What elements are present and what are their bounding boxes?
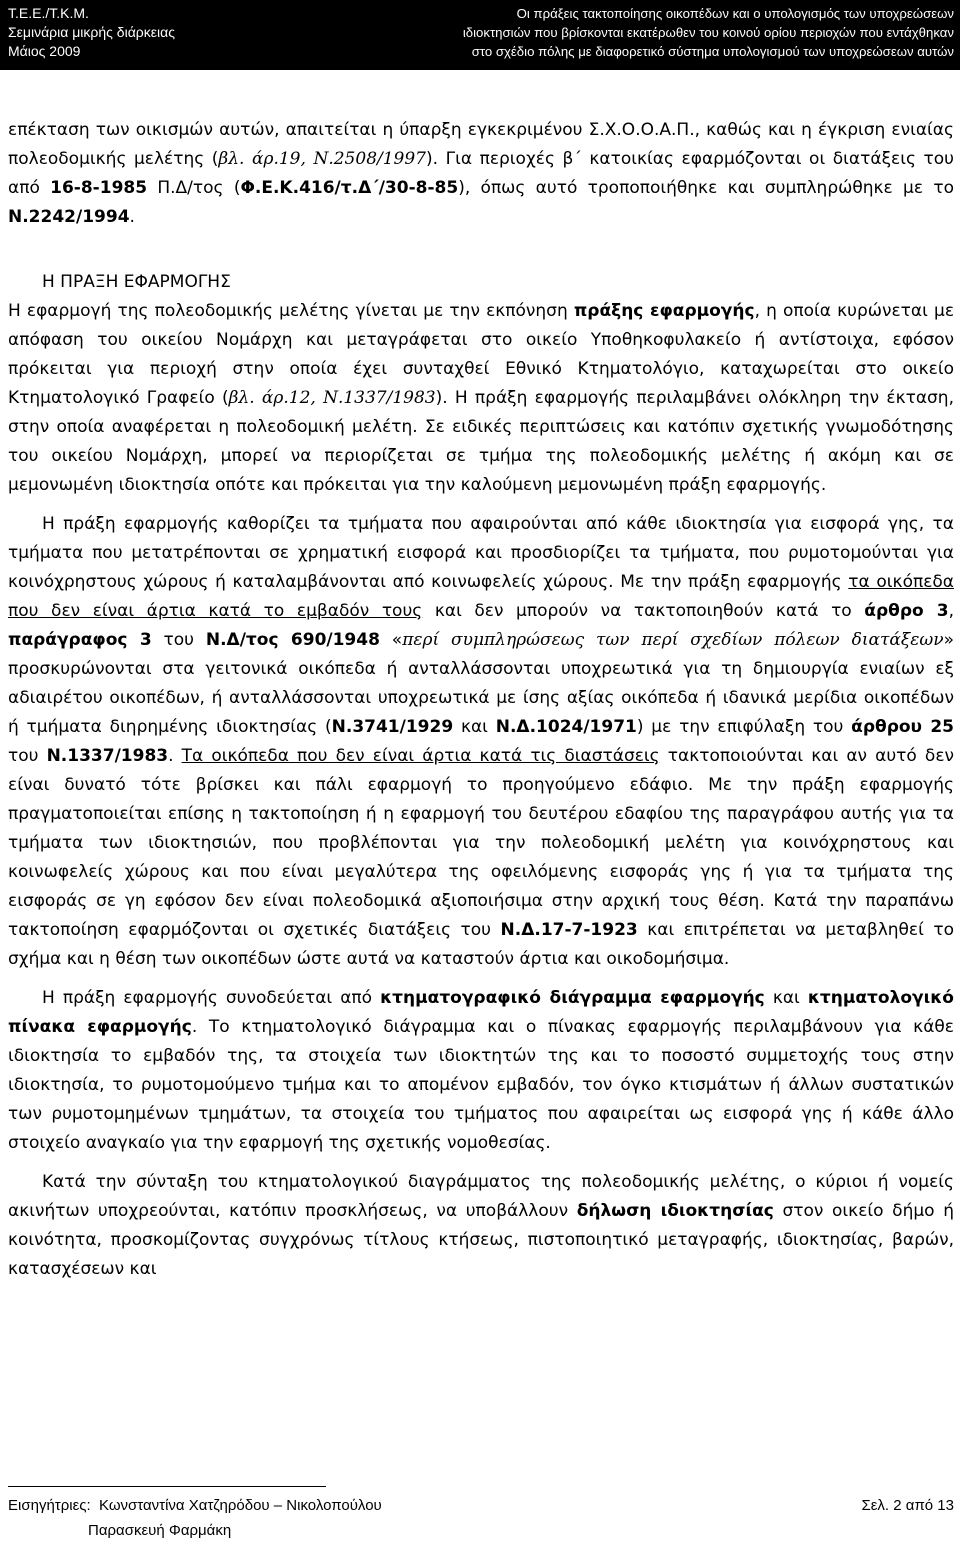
text-run: τακτοποιούνται και αν αυτό δεν είναι δυνατό τότε βρίσκει και πάλι εφαρμογή το προηγούμενο εδάφιο. Με την πράξη εφαρμογής πραγματοποιείται επίσης η τακτοποίηση ή η εφαρμογή του δευτέρου εδαφίου της παραγράφου αυτής για τα τμήματα των ιδιοκτησιών, που προβλέπονται για την πολεοδομική μελέτη για κοινόχρηστους και κοινωφελείς χώρους και που είναι μεγαλύτερα της οφειλόμενης εισφοράς γης ή για τα τμήματα της εισφοράς σε γη εφόσον δεν είναι πολεοδομικά αξιοποιήσιμα στην αρχική τους θέση. Κατά την παραπάνω τακτοποίηση εφαρμόζονται οι σχετικές διατάξεις του [8, 746, 955, 940]
header-organization: Τ.Ε.Ε./Τ.Κ.Μ. [8, 5, 89, 21]
law-reference: Ν.1337/1983 [46, 746, 169, 766]
text-run: του [151, 630, 206, 650]
text-run: ). Η πράξη εφαρμογής περιλαμβάνει ολόκληρη την έκταση, στην οποία αναφέρεται η πολεοδομική μελέτη. Σε ειδικές περιπτώσεις και κατόπιν σχετικής γνωμοδότησης του οικείου Νομάρχη, μπορεί να περιορίζεται σε τμήμα της πολεοδομικής μελέτης ή ακόμη και σε μεμονωμένη ιδιοκτησία οπότε και πρόκειται για την καλούμενη μεμονωμένη πράξη εφαρμογής. [8, 388, 954, 495]
paragraph-reference: παράγραφος 3 [8, 630, 152, 650]
article-reference: άρθρο 3 [864, 601, 949, 621]
text-run: Η πράξη εφαρμογής καθορίζει τα τμήματα που αφαιρούνται από κάθε ιδιοκτησία για εισφορά γης, τα τμήματα που μετατρέπονται σε χρηματική εισφορά και προσδιορίζει τα τμήματα, που ρυμοτομούνται για κοινόχρηστους χώρους ή καταλαμβάνονται από κοινωφελείς χώρους. Με την πράξη εφαρμογής [8, 514, 954, 592]
text-run: ). Για περιοχές β΄ κατοικίας εφαρμόζονται οι διατάξεις του από [8, 149, 954, 198]
footer-divider [8, 1486, 326, 1487]
header-date: Μάιος 2009 [8, 43, 81, 59]
header-title-line-2: ιδιοκτησιών που βρίσκονται εκατέρωθεν του κοινού ορίου περιοχών που εντάχθηκαν [462, 25, 954, 40]
article-reference: άρθρου 25 [851, 717, 954, 737]
header-right [463, 4, 954, 61]
underlined-text: Τα οικόπεδα που δεν είναι άρτια κατά τις διαστάσεις [181, 746, 660, 766]
text-run: Π.Δ/τος ( [147, 178, 241, 198]
law-reference: Ν.2242/1994 [8, 207, 130, 227]
paragraph-5 [8, 1168, 954, 1284]
text-run: στον οικείο δήμο ή κοινότητα, προσκομίζοντας συγχρόνως τίτλους κτήσεως, πιστοποιητικό μεταγραφής, ιδιοκτησίας, βαρών, κατασχέσεων και [8, 1201, 954, 1279]
document-body [8, 116, 954, 1284]
emphasis: κτηματογραφικό διάγραμμα εφαρμογής [380, 988, 765, 1008]
date-reference: 16-8-1985 [50, 178, 148, 198]
law-reference: Ν.Δ.17-7-1923 [500, 920, 638, 940]
header-title-line-3: στο σχέδιο πόλης με διαφορετικό σύστημα υπολογισμού των υποχρεώσεων αυτών [471, 44, 954, 59]
paragraph-1 [8, 116, 954, 232]
text-run: και [764, 988, 808, 1008]
header-left [8, 4, 175, 61]
text-run: . [129, 207, 135, 227]
paragraph-2 [8, 297, 954, 500]
law-title: περί συμπληρώσεως των περί σχεδίων πόλεων διατάξεων [402, 630, 944, 650]
text-run: . Το κτηματολογικό διάγραμμα και ο πίνακας εφαρμογής περιλαμβάνουν για κάθε ιδιοκτησία το εμβαδόν της, τα στοιχεία των ιδιοκτητών της και το ποσοστό συμμετοχής τους στην ιδιοκτησία, το ρυμοτομούμενο τμήμα και το απομένον εμβαδόν, τον όγκο κτισμάτων ή άλλων συστατικών των ρυμοτομημένων τμημάτων, τα στοιχεία του τμήματος που αφαιρείται ως εισφορά γης ή κάθε άλλο στοιχείο αναγκαίο για την εφαρμογή της σχετικής νομοθεσίας. [8, 1017, 955, 1153]
gazette-reference: Φ.Ε.Κ.416/τ.Δ΄/30-8-85 [240, 178, 459, 198]
underlined-text: τα οικόπεδα που δεν είναι άρτια κατά το εμβαδόν τους [8, 572, 955, 621]
law-reference: βλ. άρ.12, Ν.1337/1983 [228, 388, 436, 408]
text-run: , [948, 601, 954, 621]
text-run: και δεν μπορούν να τακτοποιηθούν κατά το [422, 601, 865, 621]
text-run: , η οποία κυρώνεται με απόφαση του οικείου Νομάρχη και μεταγράφεται στο οικείο Υποθηκοφυλακείο ή αντίστοιχα, εφόσον πρόκειται για περιοχή στην οποία έχει συνταχθεί Εθνικό Κτηματολόγιο, καταχωρείται στο οικείο Κτηματολογικό Γραφείο ( [8, 301, 955, 408]
text-run: » προσκυρώνονται στα γειτονικά οικόπεδα ή ανταλλάσσονται υποχρεωτικά για τη δημιουργία ενιαίων εξ αδιαιρέτου οικοπέδων, ή ανταλλάσσονται υποχρεωτικά με ίσης αξίας οικόπεδα ή ιδανικά μερίδια οικοπέδων ή τμήματα διηρημένης ιδιοκτησίας ( [8, 630, 954, 737]
law-reference: Ν.Δ.1024/1971 [495, 717, 637, 737]
footer-label: Εισηγήτριες: [8, 1497, 91, 1514]
text-run: επέκταση των οικισμών αυτών, απαιτείται η ύπαρξη εγκεκριμένου Σ.Χ.Ο.Ο.Α.Π., καθώς και η έγκριση ενιαίας πολεοδομικής μελέτης ( [8, 120, 954, 169]
emphasis: κτηματολογικό πίνακα εφαρμογής [8, 988, 954, 1037]
section-heading: Η ΠΡΑΞΗ ΕΦΑΡΜΟΓΗΣ [42, 272, 231, 292]
header-title-line-1: Οι πράξεις τακτοποίησης οικοπέδων και ο υπολογισμός των υποχρεώσεων [516, 6, 954, 21]
text-run: Η πράξη εφαρμογής συνοδεύεται από [42, 988, 381, 1008]
text-run: . [168, 746, 182, 766]
emphasis: δήλωση ιδιοκτησίας [576, 1201, 774, 1221]
text-run: ) με την επιφύλαξη του [636, 717, 852, 737]
text-run: Η εφαρμογή της πολεοδομικής μελέτης γίνεται με την εκπόνηση [8, 301, 574, 321]
text-run: ), όπως αυτό τροποποιήθηκε και συμπληρώθηκε με το [458, 178, 954, 198]
law-reference: βλ. άρ.19, Ν.2508/1997 [218, 149, 426, 169]
paragraph-3 [8, 510, 954, 974]
law-reference: Ν.Δ/τος 690/1948 [205, 630, 380, 650]
text-run: « [379, 630, 403, 650]
page-number: Σελ. 2 από 13 [861, 1497, 954, 1514]
footer-authors [8, 1493, 382, 1518]
footer-author-1: Κωνσταντίνα Χατζηρόδου – Νικολοπούλου [99, 1497, 382, 1514]
document-header [0, 0, 960, 70]
text-run: και επιτρέπεται να μεταβληθεί το σχήμα και η θέση των οικοπέδων ώστε αυτά να καταστούν άρτια και οικοδομήσιμα. [8, 920, 954, 969]
header-seminar-type: Σεμινάρια μικρής διάρκειας [8, 24, 175, 40]
footer-author-2: Παρασκευή Φαρμάκη [88, 1522, 232, 1539]
emphasis: πράξης εφαρμογής [573, 301, 755, 321]
law-reference: Ν.3741/1929 [331, 717, 454, 737]
text-run: Κατά την σύνταξη του κτηματολογικού διαγράμματος της πολεοδομικής μελέτης, ο κύριοι ή νομείς ακινήτων υποχρεούνται, κατόπιν προσκλήσεως, να υποβάλλουν [8, 1172, 954, 1221]
text-run: και [453, 717, 496, 737]
paragraph-4 [8, 984, 954, 1158]
text-run: του [8, 746, 47, 766]
